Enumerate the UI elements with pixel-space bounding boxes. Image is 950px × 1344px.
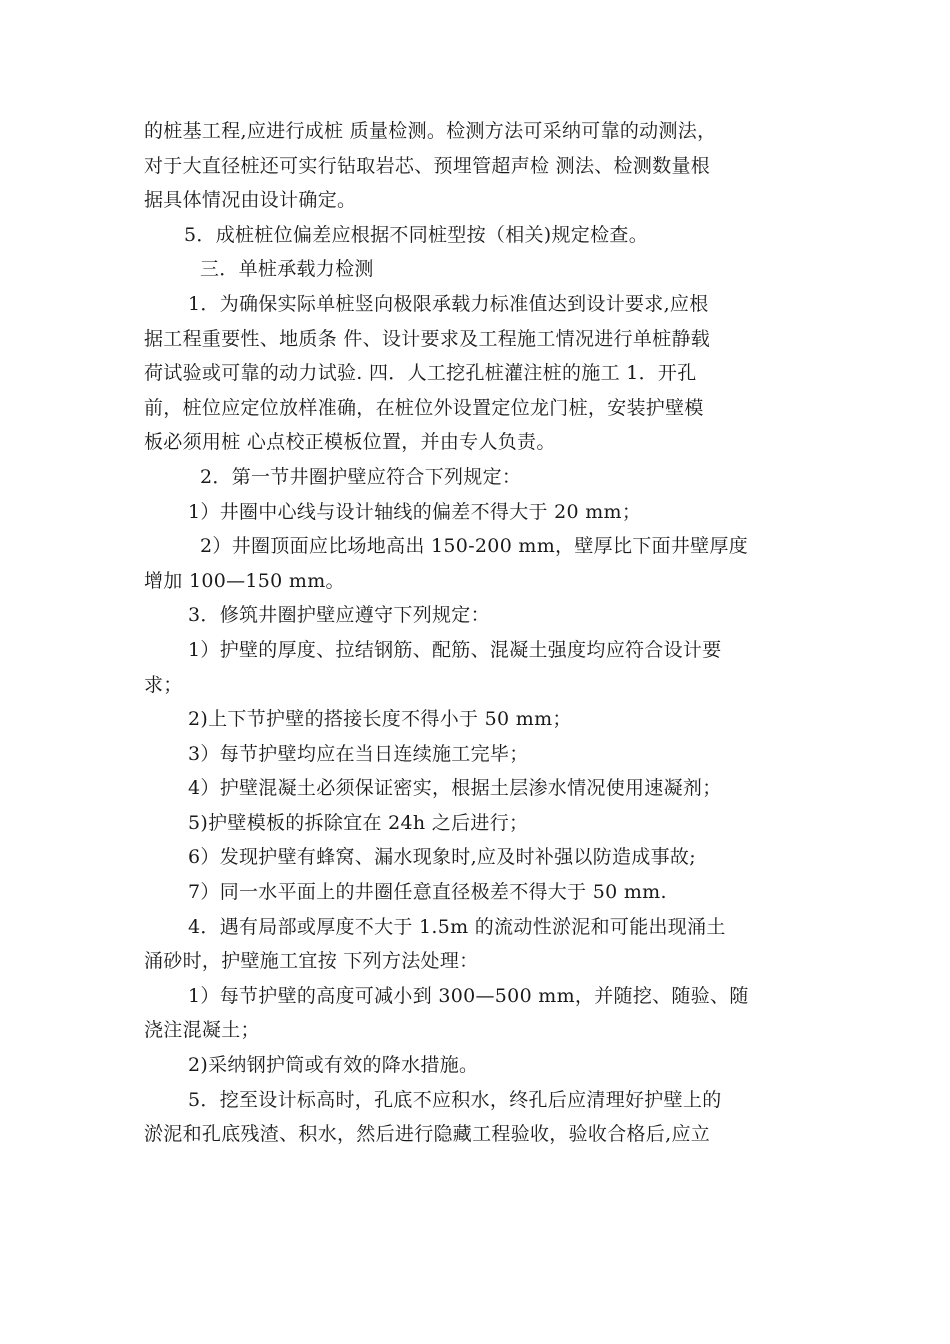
text-line: 2）井圈顶面应比场地高出 150-200 mm，壁厚比下面井壁厚度 [200, 535, 749, 558]
text-line: 荷试验或可靠的动力试验. 四．人工挖孔桩灌注桩的施工 1．开孔 [144, 362, 697, 385]
text-line: 5)护壁模板的拆除宜在 24h 之后进行； [188, 811, 529, 834]
text-line: 3）每节护壁均应在当日连续施工完毕； [188, 742, 529, 765]
text-line: 的桩基工程,应进行成桩 质量检测。检测方法可采纳可靠的动测法， [144, 120, 717, 142]
text-line: 1．为确保实际单桩竖向极限承载力标准值达到设计要求,应根 [188, 292, 709, 315]
text-line: 4．遇有局部或厚度不大于 1.5m 的流动性淤泥和可能出现涌土 [188, 915, 726, 938]
text-line: 6）发现护壁有蜂窝、漏水现象时,应及时补强以防造成事故; [188, 846, 696, 869]
text-line: 据具体情况由设计确定。 [144, 189, 357, 212]
text-line: 2．第一节井圈护壁应符合下列规定： [200, 465, 522, 488]
text-line: 淤泥和孔底残渣、积水，然后进行隐藏工程验收，验收合格后,应立 [144, 1123, 711, 1146]
text-line: 7）同一水平面上的井圈任意直径极差不得大于 50 mm. [188, 881, 667, 904]
text-line: 对于大直径桩还可实行钻取岩芯、预埋管超声检 测法、检测数量根 [144, 154, 711, 177]
text-line: 3．修筑井圈护壁应遵守下列规定： [188, 604, 490, 627]
section-heading: 三．单桩承载力检测 [200, 258, 374, 281]
text-line: 板必须用桩 心点校正模板位置，并由专人负责。 [144, 431, 556, 454]
text-line: 前，桩位应定位放样准确，在桩位外设置定位龙门桩，安装护壁模 [144, 396, 704, 419]
text-line: 求； [144, 673, 183, 696]
text-line: 1）井圈中心线与设计轴线的偏差不得大于 20 mm； [188, 500, 642, 523]
text-line: 4）护壁混凝土必须保证密实，根据土层渗水情况使用速凝剂； [188, 777, 722, 800]
text-line: 2)上下节护壁的搭接长度不得小于 50 mm； [188, 708, 572, 731]
text-line: 2)采纳钢护筒或有效的降水措施。 [188, 1054, 479, 1077]
text-line: 1）护壁的厚度、拉结钢筋、配筋、混凝土强度均应符合设计要 [188, 638, 722, 661]
text-line: 5．成桩桩位偏差应根据不同桩型按（相关)规定检查。 [184, 223, 649, 246]
text-line: 5．挖至设计标高时，孔底不应积水，终孔后应清理好护壁上的 [188, 1088, 722, 1111]
document-body [144, 114, 812, 1152]
text-line: 1）每节护壁的高度可减小到 300—500 mm，并随挖、随验、随 [188, 984, 749, 1007]
text-line: 浇注混凝土； [144, 1019, 260, 1042]
text-line: 据工程重要性、地质条 件、设计要求及工程施工情况进行单桩静载 [144, 327, 711, 350]
text-line: 涌砂时，护壁施工宜按 下列方法处理： [144, 950, 479, 973]
text-line: 增加 100—150 mm。 [144, 569, 345, 592]
